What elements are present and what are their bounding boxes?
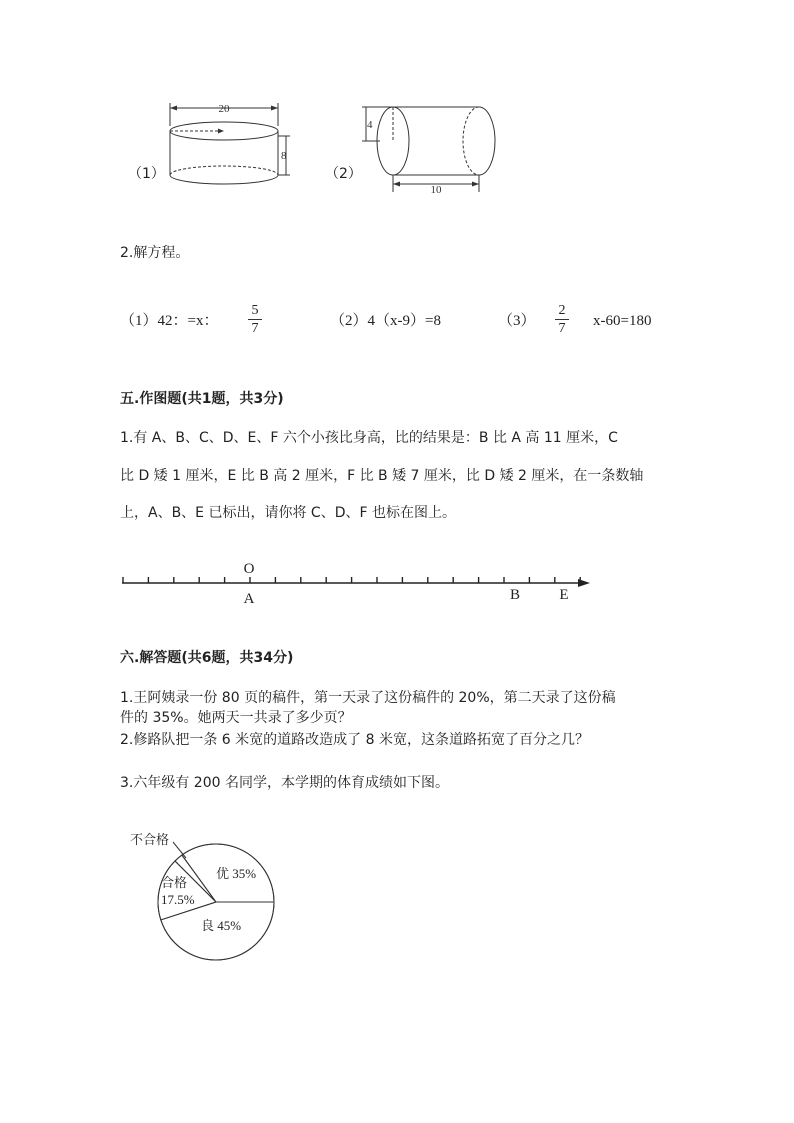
section-6-q1-line-2: 件的 35%。她两天一共录了多少页？ [120, 710, 352, 726]
eq3-fraction-bar [555, 319, 569, 320]
equation-1: （1）42：=x： [120, 313, 219, 329]
section-5-text-line-1: 1.有 A、B、C、D、E、F 六个小孩比身高，比的结果是：B 比 A 高 11 厘米，C [120, 430, 618, 446]
section-5-text-line-3: 上，A、B、E 已标出，请你将 C、D、F 也标在图上。 [120, 505, 456, 521]
cylinder-2-figure [360, 96, 500, 196]
label-fail: 不合格 [130, 832, 170, 847]
figure-1-label: （1） [128, 166, 165, 182]
number-line-ticks [123, 577, 580, 583]
q2-title: 2.解方程。 [120, 245, 190, 261]
cylinder-1-height: 8 [281, 150, 287, 162]
section-5-text-line-2: 比 D 矮 1 厘米，E 比 B 高 2 厘米，F 比 B 矮 7 厘米，比 D 矮 2 厘米，在一条数轴 [120, 468, 644, 484]
cylinder-1-diameter: 20 [218, 103, 230, 115]
number-line [110, 555, 600, 610]
figure-2-label: （2） [325, 166, 362, 182]
origin-label: O [243, 561, 255, 577]
section-6-heading: 六.解答题(共6题，共34分) [120, 650, 294, 666]
label-pass-name: 合格 [161, 875, 188, 890]
cylinder-1-figure [160, 96, 300, 196]
point-e-label: E [559, 587, 569, 603]
eq3-denominator: 7 [558, 321, 566, 336]
point-b-label: B [509, 587, 521, 603]
equation-3-suffix: x-60=180 [593, 313, 652, 329]
pie-chart [120, 825, 290, 965]
point-a-label: A [243, 591, 255, 607]
cylinder-2-radius: 4 [367, 119, 373, 131]
equation-2: （2）4（x-9）=8 [330, 313, 441, 329]
equation-1-fraction [248, 303, 262, 336]
eq3-numerator: 2 [558, 303, 566, 318]
eq1-numerator: 5 [251, 303, 259, 318]
eq1-fraction-bar [248, 319, 262, 320]
equation-3-fraction [555, 303, 569, 336]
cylinder-2-length: 10 [430, 184, 442, 196]
label-good: 良 45% [201, 918, 242, 933]
label-fail-leader [173, 842, 186, 858]
eq1-denominator: 7 [251, 321, 259, 336]
label-pass-value: 17.5% [161, 892, 195, 907]
section-6-q3: 3.六年级有 200 名同学，本学期的体育成绩如下图。 [120, 775, 449, 791]
section-6-q1-line-1: 1.王阿姨录一份 80 页的稿件，第一天录了这份稿件的 20%，第二天录了这份稿 [120, 690, 616, 706]
label-excellent: 优 35% [216, 866, 257, 881]
section-6-q2: 2.修路队把一条 6 米宽的道路改造成了 8 米宽，这条道路拓宽了百分之几？ [120, 732, 589, 748]
equation-3-prefix: （3） [498, 313, 536, 329]
section-5-heading: 五.作图题(共1题，共3分) [120, 391, 284, 407]
